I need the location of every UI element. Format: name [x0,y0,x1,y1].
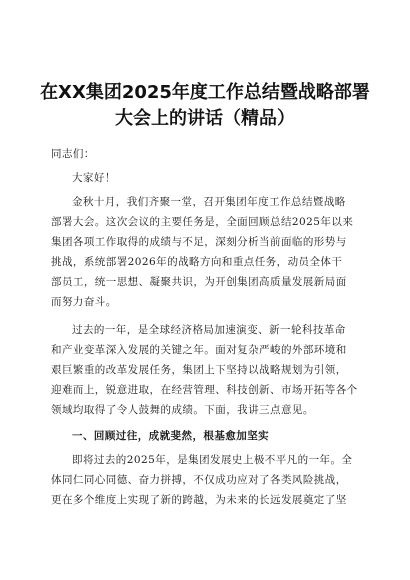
body-line: 挑战，系统部署2026年的战略方向和重点任务，动员全体干 [51,256,343,268]
body-line: 体同仁同心同德、奋力拼搏，不仅成功应对了各类风险挑战， [51,474,347,486]
body-line: 和产业变革深入发展的关键之年。面对复杂严峻的外部环境和 [51,344,347,356]
body-line: 部署大会。这次会议的主要任务是，全面回顾总结2025年以来 [51,216,354,228]
body-line: 金秋十月，我们齐聚一堂，召开集团年度工作总结暨战略 [72,196,346,208]
body-line: 过去的一年，是全球经济格局加速演变、新一轮科技革命 [72,324,346,336]
body-line: 领域均取得了令人鼓舞的成绩。下面，我讲三点意见。 [51,404,314,416]
body-line: 更在多个维度上实现了新的跨越，为未来的长远发展奠定了坚 [51,494,347,506]
body-line: 而努力奋斗。 [51,296,117,308]
greeting: 大家好！ [72,172,116,184]
body-line: 艰巨繁重的改革发展任务，集团上下坚持以战略规划为引领， [51,364,347,376]
title-line-2: 大会上的讲话（精品） [115,108,295,129]
body-line: 部员工，统一思想、凝聚共识，为开创集团高质量发展新局面 [51,276,347,288]
body-line: 迎难而上，锐意进取，在经营管理、科技创新、市场开拓等各个 [51,384,358,396]
body-line: 即将过去的2025年，是集团发展史上极不平凡的一年。全 [72,454,353,466]
document-title [20,80,390,132]
salutation: 同志们： [51,148,95,160]
body-line: 集团各项工作取得的成绩与不足，深刻分析当前面临的形势与 [51,236,347,248]
title-line-1: 在XX集团2025年度工作总结暨战略部署 [40,82,370,103]
section-heading: 一、回顾过往，成就斐然，根基愈加坚实 [72,430,270,442]
